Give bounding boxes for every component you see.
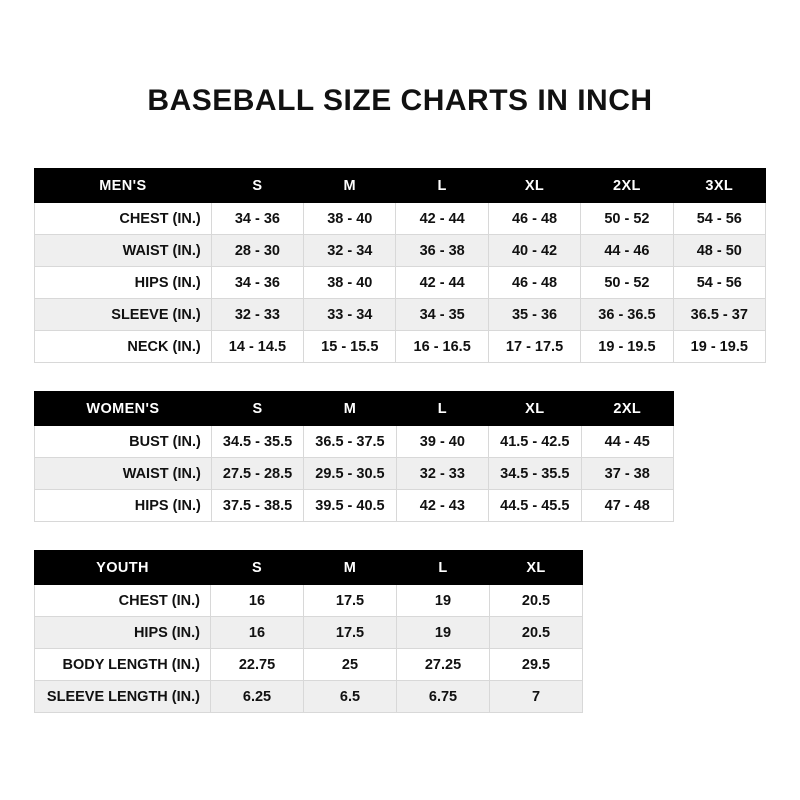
column-header: M bbox=[304, 551, 397, 585]
youth-size-table bbox=[34, 550, 583, 713]
column-header: XL bbox=[490, 551, 583, 585]
table-cell: 44 - 46 bbox=[581, 235, 673, 267]
row-label: SLEEVE (IN.) bbox=[35, 299, 212, 331]
table-cell: 19 - 19.5 bbox=[673, 331, 765, 363]
womens-size-table bbox=[34, 391, 674, 522]
table-cell: 34 - 36 bbox=[211, 203, 303, 235]
table-cell: 32 - 33 bbox=[211, 299, 303, 331]
mens-table-body bbox=[35, 203, 766, 363]
table-cell: 34.5 - 35.5 bbox=[211, 426, 303, 458]
table-row bbox=[35, 235, 766, 267]
table-row bbox=[35, 649, 583, 681]
row-label: BUST (IN.) bbox=[35, 426, 212, 458]
table-row bbox=[35, 617, 583, 649]
column-header: XL bbox=[489, 392, 581, 426]
table-cell: 42 - 44 bbox=[396, 267, 488, 299]
table-cell: 36 - 36.5 bbox=[581, 299, 673, 331]
column-header: S bbox=[211, 392, 303, 426]
table-cell: 38 - 40 bbox=[304, 203, 396, 235]
table-cell: 29.5 bbox=[490, 649, 583, 681]
womens-table-header bbox=[35, 392, 674, 426]
row-label: HIPS (IN.) bbox=[35, 267, 212, 299]
table-cell: 20.5 bbox=[490, 585, 583, 617]
column-header: M bbox=[304, 392, 396, 426]
column-header: 3XL bbox=[673, 169, 765, 203]
table-cell: 54 - 56 bbox=[673, 203, 765, 235]
table-cell: 41.5 - 42.5 bbox=[489, 426, 581, 458]
table-cell: 32 - 33 bbox=[396, 458, 488, 490]
table-row bbox=[35, 681, 583, 713]
table-cell: 37.5 - 38.5 bbox=[211, 490, 303, 522]
column-header: L bbox=[397, 551, 490, 585]
table-cell: 7 bbox=[490, 681, 583, 713]
row-label: CHEST (IN.) bbox=[35, 203, 212, 235]
column-header: L bbox=[396, 169, 488, 203]
table-cell: 6.25 bbox=[211, 681, 304, 713]
table-cell: 32 - 34 bbox=[304, 235, 396, 267]
youth-table-header bbox=[35, 551, 583, 585]
table-cell: 46 - 48 bbox=[488, 267, 580, 299]
table-cell: 6.75 bbox=[397, 681, 490, 713]
table-cell: 25 bbox=[304, 649, 397, 681]
table-cell: 48 - 50 bbox=[673, 235, 765, 267]
row-label: NECK (IN.) bbox=[35, 331, 212, 363]
table-cell: 50 - 52 bbox=[581, 203, 673, 235]
table-cell: 27.5 - 28.5 bbox=[211, 458, 303, 490]
table-row bbox=[35, 458, 674, 490]
table-cell: 36.5 - 37.5 bbox=[304, 426, 396, 458]
table-header-row bbox=[35, 169, 766, 203]
table-row bbox=[35, 426, 674, 458]
table-cell: 22.75 bbox=[211, 649, 304, 681]
table-row bbox=[35, 299, 766, 331]
table-cell: 6.5 bbox=[304, 681, 397, 713]
row-label: CHEST (IN.) bbox=[35, 585, 211, 617]
table-cell: 35 - 36 bbox=[488, 299, 580, 331]
table-cell: 16 bbox=[211, 585, 304, 617]
table-cell: 15 - 15.5 bbox=[304, 331, 396, 363]
table-header-row bbox=[35, 392, 674, 426]
table-cell: 50 - 52 bbox=[581, 267, 673, 299]
table-cell: 20.5 bbox=[490, 617, 583, 649]
row-label: WAIST (IN.) bbox=[35, 458, 212, 490]
table-cell: 38 - 40 bbox=[304, 267, 396, 299]
row-label: BODY LENGTH (IN.) bbox=[35, 649, 211, 681]
table-cell: 14 - 14.5 bbox=[211, 331, 303, 363]
table-cell: 16 bbox=[211, 617, 304, 649]
row-label: HIPS (IN.) bbox=[35, 617, 211, 649]
womens-table-body bbox=[35, 426, 674, 522]
column-header: S bbox=[211, 551, 304, 585]
table-cell: 54 - 56 bbox=[673, 267, 765, 299]
table-cell: 40 - 42 bbox=[488, 235, 580, 267]
table-cell: 19 bbox=[397, 617, 490, 649]
table-cell: 34 - 35 bbox=[396, 299, 488, 331]
table-cell: 19 bbox=[397, 585, 490, 617]
mens-table-header bbox=[35, 169, 766, 203]
column-header: 2XL bbox=[581, 392, 673, 426]
table-cell: 47 - 48 bbox=[581, 490, 673, 522]
table-cell: 42 - 43 bbox=[396, 490, 488, 522]
table-cell: 39 - 40 bbox=[396, 426, 488, 458]
table-cell: 33 - 34 bbox=[304, 299, 396, 331]
column-header: XL bbox=[488, 169, 580, 203]
row-label: HIPS (IN.) bbox=[35, 490, 212, 522]
table-cell: 46 - 48 bbox=[488, 203, 580, 235]
column-header: L bbox=[396, 392, 488, 426]
mens-size-table bbox=[34, 168, 766, 363]
table-cell: 34.5 - 35.5 bbox=[489, 458, 581, 490]
youth-table-body bbox=[35, 585, 583, 713]
table-row bbox=[35, 490, 674, 522]
table-cell: 17.5 bbox=[304, 617, 397, 649]
table-cell: 17.5 bbox=[304, 585, 397, 617]
table-cell: 37 - 38 bbox=[581, 458, 673, 490]
column-header: S bbox=[211, 169, 303, 203]
table-cell: 34 - 36 bbox=[211, 267, 303, 299]
table-row bbox=[35, 331, 766, 363]
table-cell: 29.5 - 30.5 bbox=[304, 458, 396, 490]
page-title: BASEBALL SIZE CHARTS IN INCH bbox=[147, 84, 653, 117]
table-cell: 28 - 30 bbox=[211, 235, 303, 267]
row-label: WAIST (IN.) bbox=[35, 235, 212, 267]
column-header: M bbox=[304, 169, 396, 203]
table-cell: 19 - 19.5 bbox=[581, 331, 673, 363]
table-row bbox=[35, 585, 583, 617]
row-label: SLEEVE LENGTH (IN.) bbox=[35, 681, 211, 713]
table-header-row bbox=[35, 551, 583, 585]
table-cell: 36.5 - 37 bbox=[673, 299, 765, 331]
table-row bbox=[35, 267, 766, 299]
size-tables-container bbox=[0, 168, 800, 713]
table-cell: 42 - 44 bbox=[396, 203, 488, 235]
table-row bbox=[35, 203, 766, 235]
column-header: 2XL bbox=[581, 169, 673, 203]
table-cell: 36 - 38 bbox=[396, 235, 488, 267]
column-header: MEN'S bbox=[35, 169, 212, 203]
table-cell: 44.5 - 45.5 bbox=[489, 490, 581, 522]
table-cell: 27.25 bbox=[397, 649, 490, 681]
table-cell: 16 - 16.5 bbox=[396, 331, 488, 363]
table-cell: 17 - 17.5 bbox=[488, 331, 580, 363]
table-cell: 44 - 45 bbox=[581, 426, 673, 458]
column-header: WOMEN'S bbox=[35, 392, 212, 426]
column-header: YOUTH bbox=[35, 551, 211, 585]
table-cell: 39.5 - 40.5 bbox=[304, 490, 396, 522]
